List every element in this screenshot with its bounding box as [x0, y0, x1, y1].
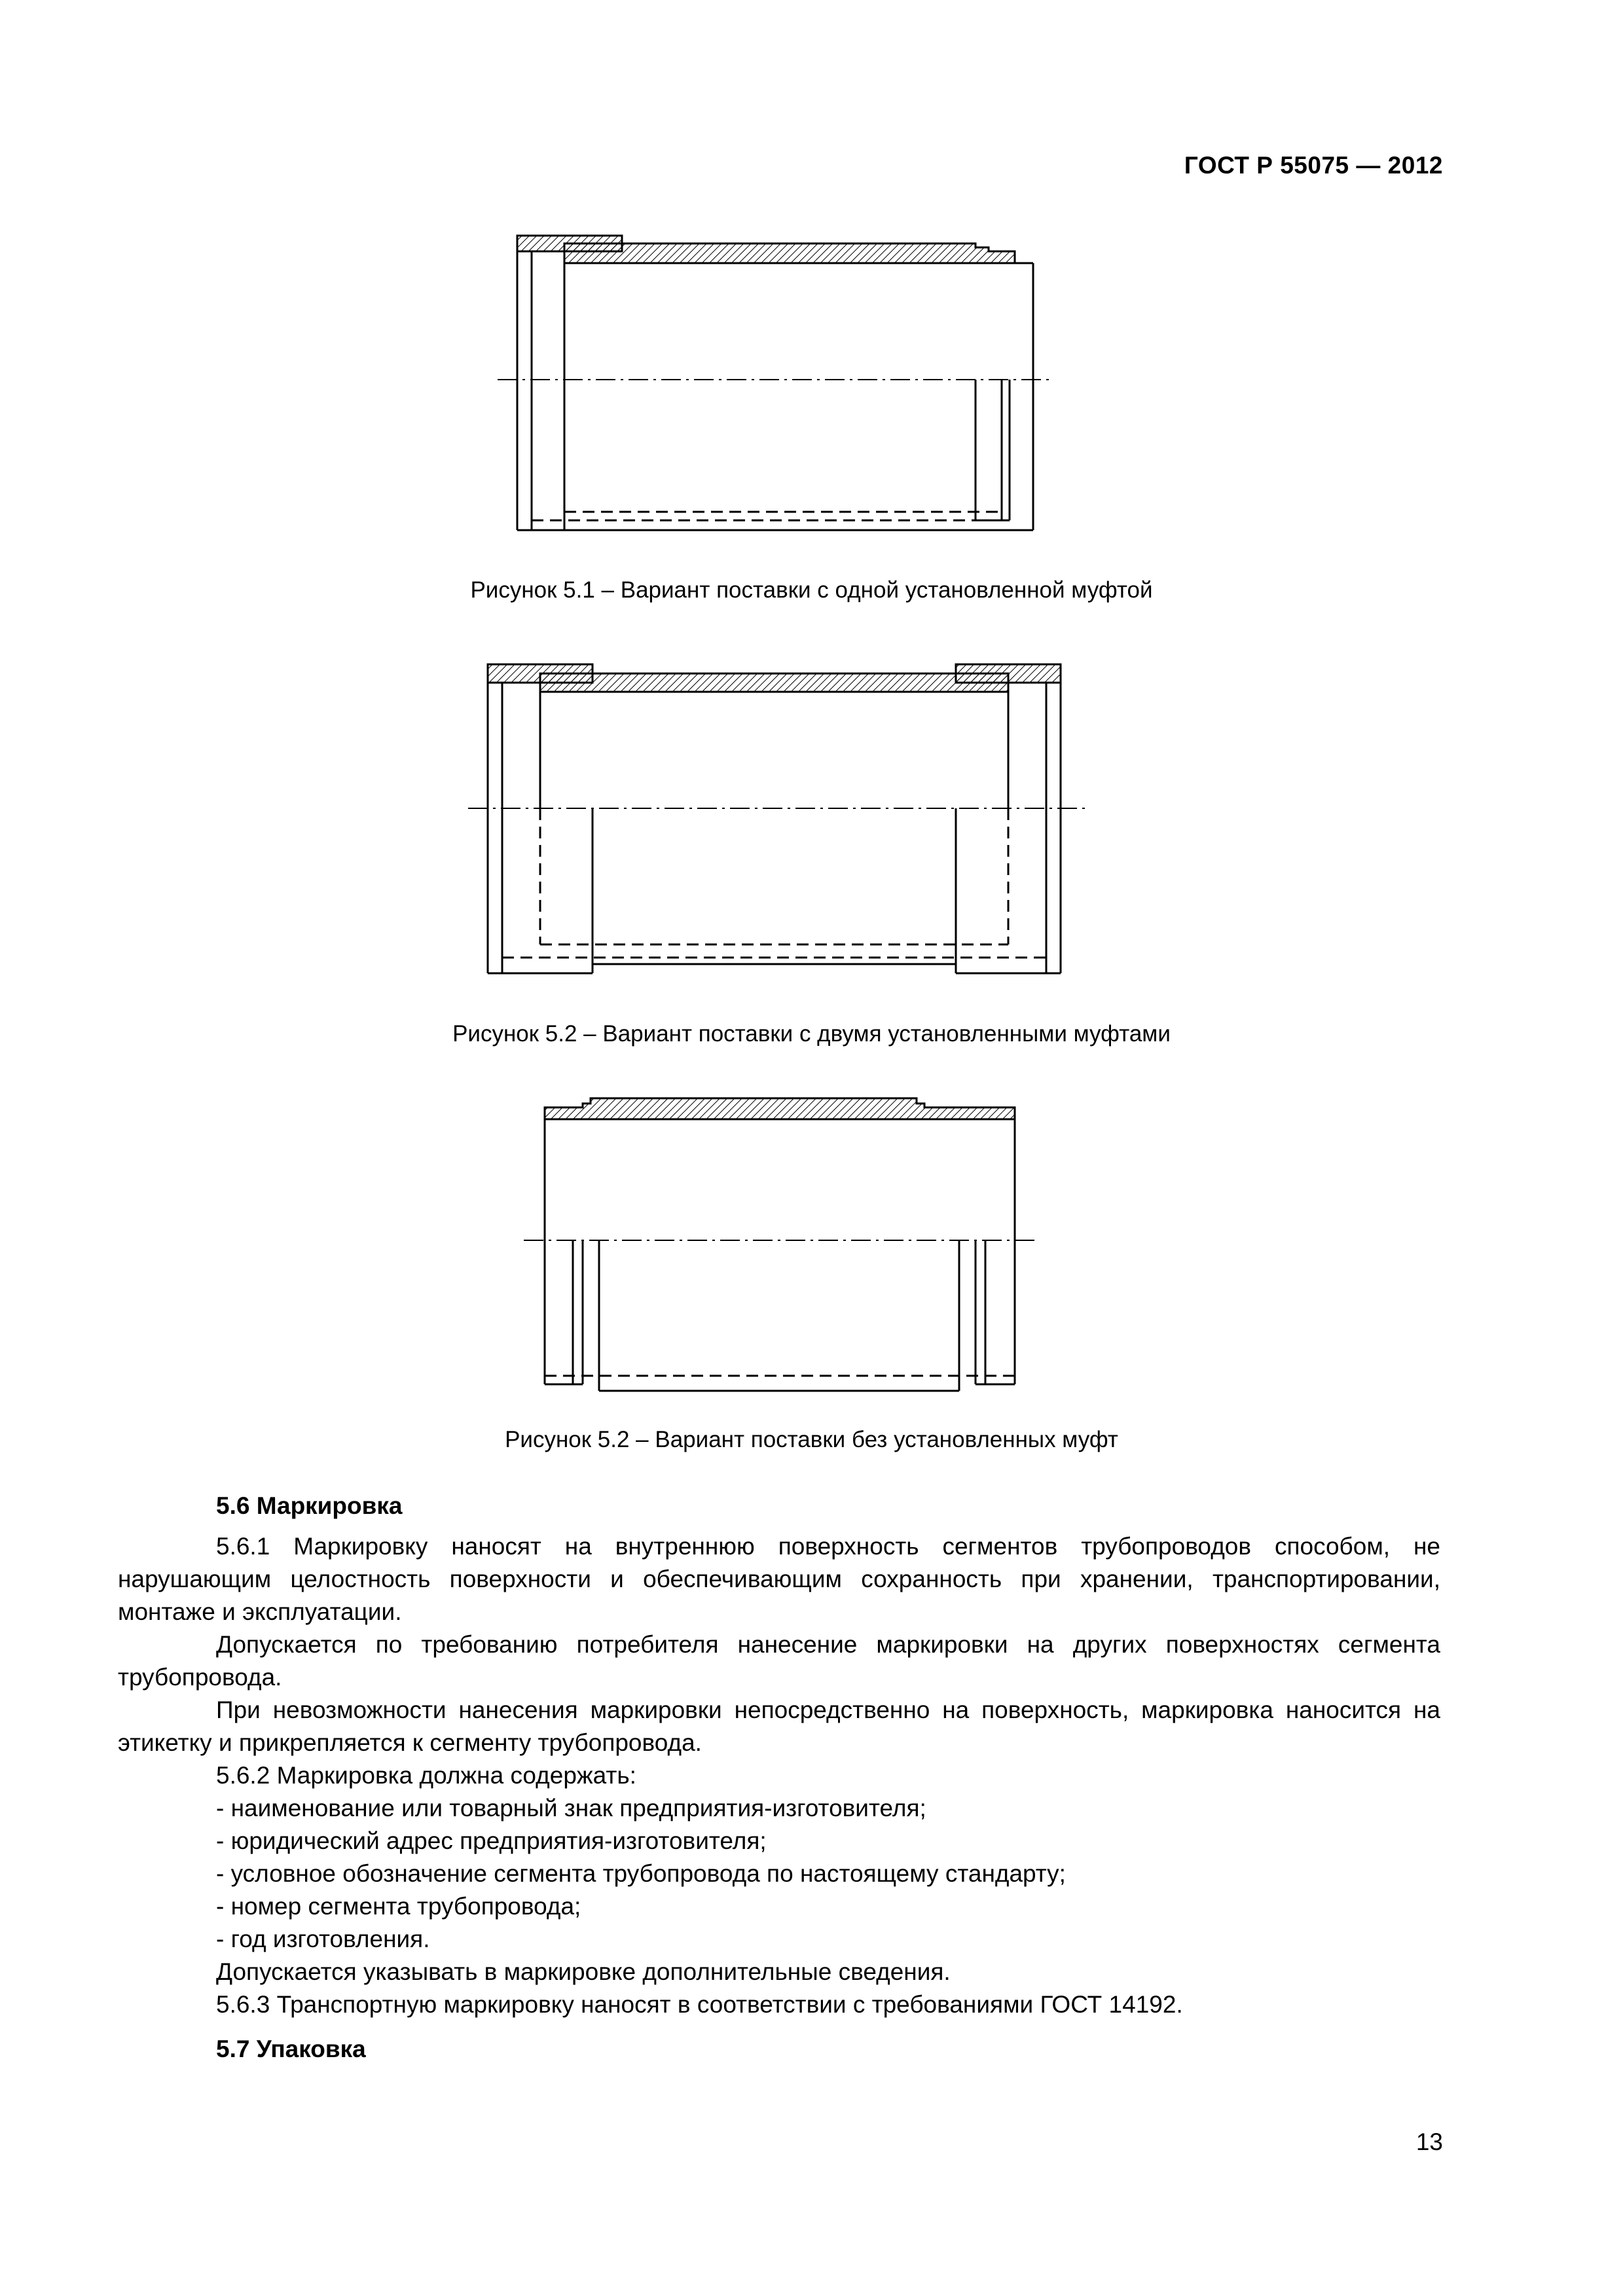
list-item: - год изготовления. [216, 1926, 430, 1952]
figure-5-1-caption: Рисунок 5.1 – Вариант поставки с одной установленной муфтой [470, 577, 1153, 603]
list-item: - номер сегмента трубопровода; [216, 1893, 581, 1920]
paragraph: Допускается указывать в маркировке дополнительные сведения. [216, 1958, 951, 1985]
figure-5-3-caption: Рисунок 5.2 – Вариант поставки без установленных муфт [505, 1427, 1118, 1452]
figure-5-2-drawing [462, 658, 1097, 985]
paragraph: 5.6.2 Маркировка должна содержать: [216, 1762, 636, 1789]
page-number: 13 [1415, 2128, 1443, 2155]
section-5-7-title: 5.7 Упаковка [216, 2036, 366, 2062]
paragraph: Допускается по требованию потребителя нанесение маркировки на других поверхностях сегмента трубопровода. [118, 1631, 1440, 1691]
paragraph: 5.6.1 Маркировку наносят на внутреннюю поверхность сегментов трубопроводов способом, не нарушающим целостность поверхности и обеспечивающим сохранность при хранении, транспортировании, монтаже и эксплуатации. [118, 1533, 1440, 1625]
paragraph: 5.6.3 Транспортную маркировку наносят в соответствии с требованиями ГОСТ 14192. [216, 1991, 1183, 2018]
figure-5-2-caption: Рисунок 5.2 – Вариант поставки с двумя установленными муфтами [452, 1021, 1171, 1047]
list-item: - наименование или товарный знак предприятия-изготовителя; [216, 1795, 926, 1821]
figure-5-1-drawing [491, 229, 1067, 537]
list-item: - условное обозначение сегмента трубопровода по настоящему стандарту; [216, 1860, 1066, 1887]
paragraph: При невозможности нанесения маркировки непосредственно на поверхность, маркировка наносится на этикетку и прикрепляется к сегменту трубопровода. [118, 1696, 1440, 1756]
section-5-6-title: 5.6 Маркировка [216, 1492, 403, 1519]
figure-5-3-drawing [517, 1093, 1041, 1401]
document-header: ГОСТ Р 55075 — 2012 [1184, 152, 1443, 179]
list-item: - юридический адрес предприятия-изготовителя; [216, 1827, 767, 1854]
section-5-6-body [118, 1530, 1440, 2021]
